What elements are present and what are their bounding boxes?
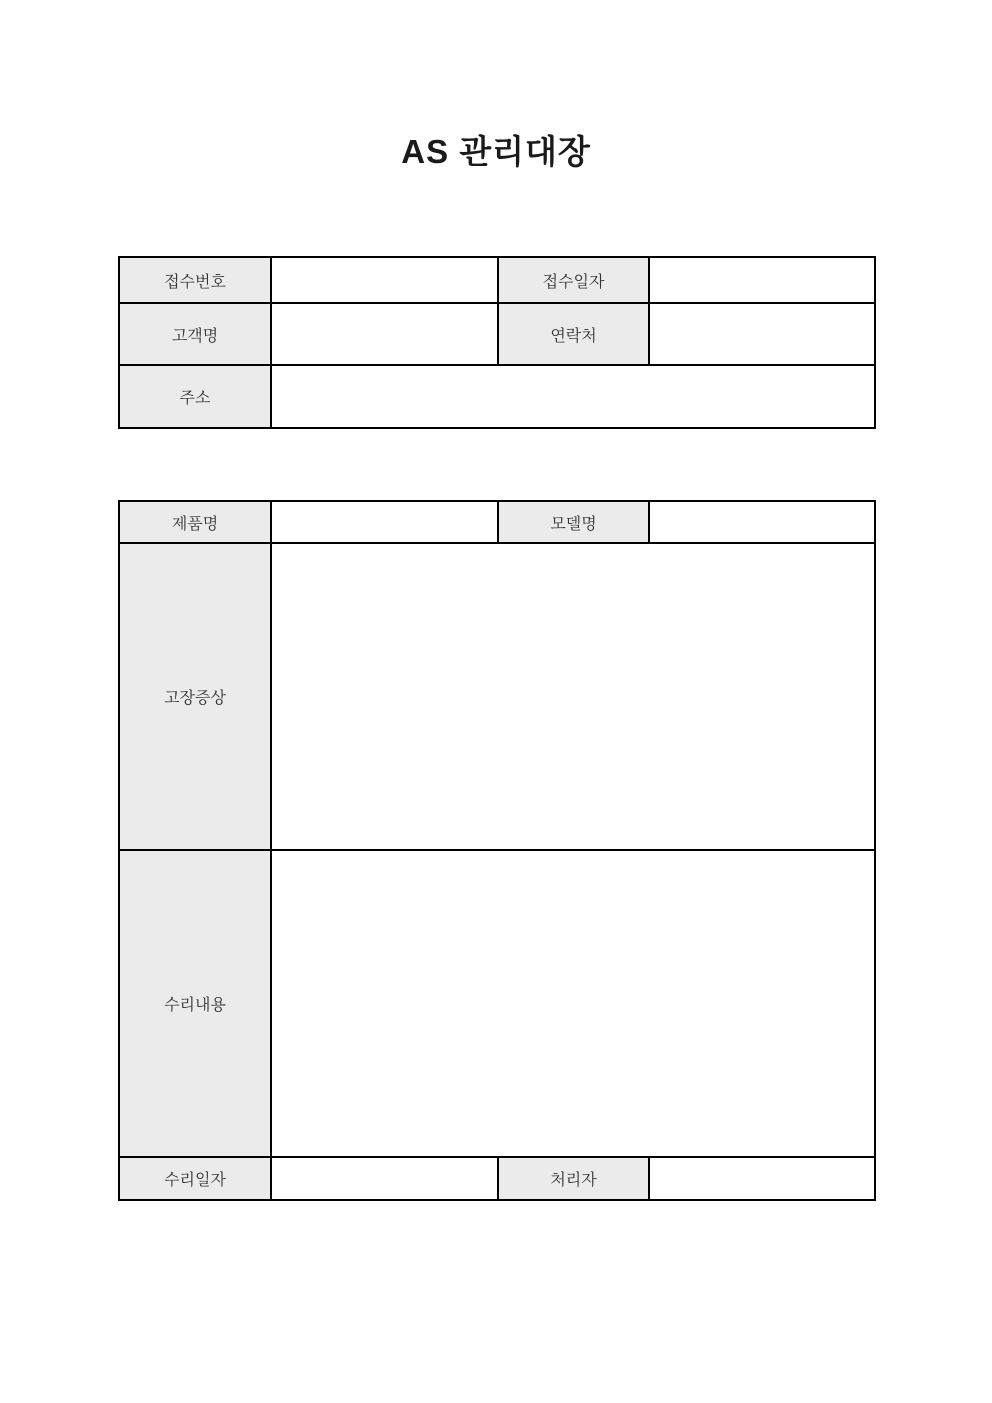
symptom-label: 고장증상 xyxy=(119,543,271,850)
page-title: AS 관리대장 xyxy=(401,133,591,170)
table-row xyxy=(119,543,875,850)
table-row xyxy=(119,850,875,1157)
table-row xyxy=(119,257,875,303)
customer-name-label: 고객명 xyxy=(119,303,271,365)
product-name-field[interactable] xyxy=(271,501,498,543)
repair-date-field[interactable] xyxy=(271,1157,498,1200)
handler-field[interactable] xyxy=(649,1157,875,1200)
repair-detail-label: 수리내용 xyxy=(119,850,271,1157)
service-record-table xyxy=(118,500,876,1201)
receipt-number-label: 접수번호 xyxy=(119,257,271,303)
receipt-date-label: 접수일자 xyxy=(498,257,649,303)
table-row xyxy=(119,303,875,365)
receipt-number-field[interactable] xyxy=(271,257,498,303)
symptom-field[interactable] xyxy=(271,543,875,850)
repair-date-label: 수리일자 xyxy=(119,1157,271,1200)
receipt-date-field[interactable] xyxy=(649,257,875,303)
table-row xyxy=(119,1157,875,1200)
repair-detail-field[interactable] xyxy=(271,850,875,1157)
table-row xyxy=(119,501,875,543)
customer-name-field[interactable] xyxy=(271,303,498,365)
product-name-label: 제품명 xyxy=(119,501,271,543)
model-name-label: 모델명 xyxy=(498,501,649,543)
model-name-field[interactable] xyxy=(649,501,875,543)
contact-field[interactable] xyxy=(649,303,875,365)
address-label: 주소 xyxy=(119,365,271,428)
table-row xyxy=(119,365,875,428)
handler-label: 처리자 xyxy=(498,1157,649,1200)
customer-info-table xyxy=(118,256,876,429)
address-field[interactable] xyxy=(271,365,875,428)
contact-label: 연락처 xyxy=(498,303,649,365)
